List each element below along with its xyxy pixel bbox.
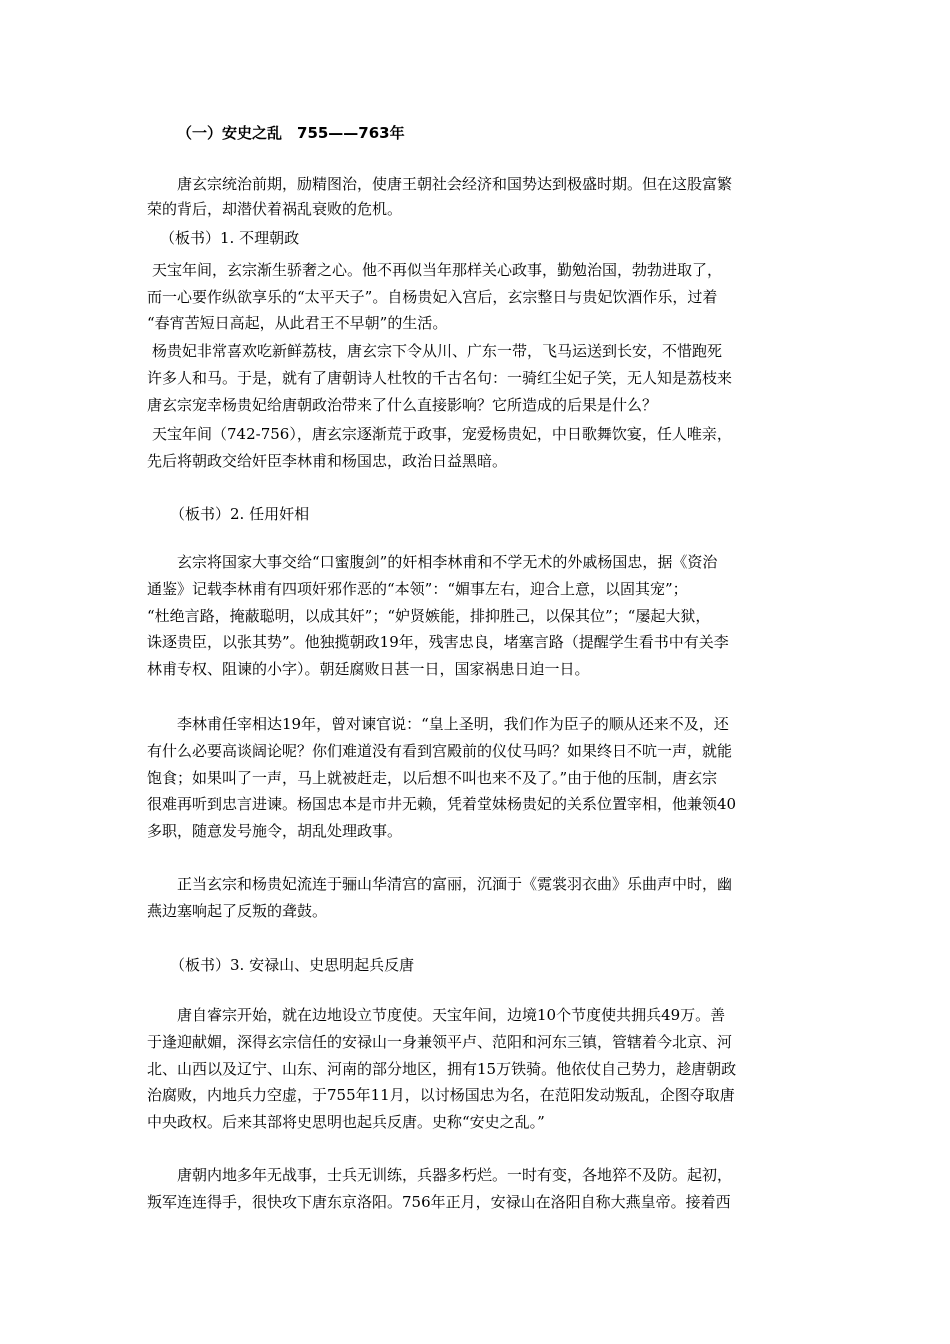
board-heading-1: （板书）1. 不理朝政: [160, 229, 300, 247]
paragraph-line: 于逢迎献媚，深得玄宗信任的安禄山一身兼领平卢、范阳和河东三镇，管辖着今北京、河: [147, 1033, 733, 1051]
paragraph-line: 北、山西以及辽宁、山东、河南的部分地区，拥有15万铁骑。他依仗自己势力，趁唐朝政: [147, 1060, 737, 1078]
paragraph-line: 正当玄宗和杨贵妃流连于骊山华清宫的富丽，沉湎于《霓裳羽衣曲》乐曲声中时，幽: [177, 875, 733, 893]
paragraph-line: 先后将朝政交给奸臣李林甫和杨国忠，政治日益黑暗。: [147, 452, 508, 470]
paragraph-line: 唐玄宗统治前期，励精图治，使唐王朝社会经济和国势达到极盛时期。但在这股富繁: [177, 175, 733, 193]
paragraph-line: “杜绝言路，掩蔽聪明，以成其奸”；“妒贤嫉能，排抑胜己，以保其位”；“屡起大狱，: [147, 607, 711, 625]
paragraph-line: 多职，随意发号施令，胡乱处理政事。: [147, 822, 403, 840]
paragraph-line: 唐朝内地多年无战事，士兵无训练，兵器多朽烂。一时有变，各地猝不及防。起初，: [177, 1166, 733, 1184]
paragraph-line: 燕边塞响起了反叛的聋鼓。: [147, 902, 328, 920]
paragraph-line: 而一心要作纵欲享乐的“太平天子”。自杨贵妃入宫后，玄宗整日与贵妃饮酒作乐，过着: [147, 288, 718, 306]
paragraph-line: 李林甫任宰相达19年，曾对谏官说：“皇上圣明，我们作为臣子的顺从还来不及，还: [177, 715, 729, 733]
board-heading-3: （板书）3. 安禄山、史思明起兵反唐: [170, 956, 415, 974]
board-heading-2: （板书）2. 任用奸相: [170, 505, 310, 523]
paragraph-line: 叛军连连得手，很快攻下唐东京洛阳。756年正月，安禄山在洛阳自称大燕皇帝。接着西: [147, 1193, 731, 1211]
section-title: （一）安史之乱 755——763年: [177, 124, 405, 142]
paragraph-line: 林甫专权、阻谏的小字）。朝廷腐败日甚一日，国家祸患日迫一日。: [147, 660, 590, 678]
paragraph-line: 唐玄宗宠幸杨贵妃给唐朝政治带来了什么直接影响？它所造成的后果是什么？: [147, 396, 658, 414]
paragraph-line: 有什么必要高谈阔论呢？你们难道没有看到宫殿前的仪仗马吗？如果终日不吭一声，就能: [147, 742, 733, 760]
paragraph-line: 玄宗将国家大事交给“口蜜腹剑”的奸相李林甫和不学无术的外戚杨国忠，据《资治: [177, 553, 718, 571]
paragraph-line: 荣的背后，却潜伏着祸乱衰败的危机。: [147, 200, 403, 218]
paragraph-line: 中央政权。后来其部将史思明也起兵反唐。史称“安史之乱。”: [147, 1113, 545, 1131]
paragraph-line: 天宝年间（742-756），唐玄宗逐渐荒于政事，宠爱杨贵妃，中日歌舞饮宴，任人唯亲，: [152, 425, 732, 443]
paragraph-line: 治腐败，内地兵力空虚，于755年11月，以讨杨国忠为名，在范阳发动叛乱，企图夺取唐: [147, 1086, 735, 1104]
paragraph-line: 诛逐贵臣，以张其势”。他独揽朝政19年，残害忠良，堵塞言路（提醒学生看书中有关李: [147, 633, 729, 651]
paragraph-line: 天宝年间，玄宗渐生骄奢之心。他不再似当年那样关心政事，勤勉治国，勃勃进取了，: [152, 261, 723, 279]
paragraph-line: 许多人和马。于是，就有了唐朝诗人杜牧的千古名句：一骑红尘妃子笑，无人知是荔枝来: [147, 369, 733, 387]
paragraph-line: 唐自睿宗开始，就在边地设立节度使。天宝年间，边境10个节度使共拥兵49万。善: [177, 1006, 726, 1024]
paragraph-line: 通鉴》记载李林甫有四项奸邪作恶的“本领”：“媚事左右，迎合上意，以固其宠”；: [147, 580, 688, 598]
paragraph-line: 很难再听到忠言进谏。杨国忠本是市井无赖，凭着堂妹杨贵妃的关系位置宰相，他兼领40: [147, 795, 737, 813]
paragraph-line: 杨贵妃非常喜欢吃新鲜荔枝，唐玄宗下令从川、广东一带，飞马运送到长安，不惜跑死: [152, 342, 723, 360]
paragraph-line: “春宵苦短日高起，从此君王不早朝”的生活。: [147, 314, 448, 332]
paragraph-line: 饱食；如果叫了一声，马上就被赶走，以后想不叫也来不及了。”由于他的压制，唐玄宗: [147, 769, 718, 787]
